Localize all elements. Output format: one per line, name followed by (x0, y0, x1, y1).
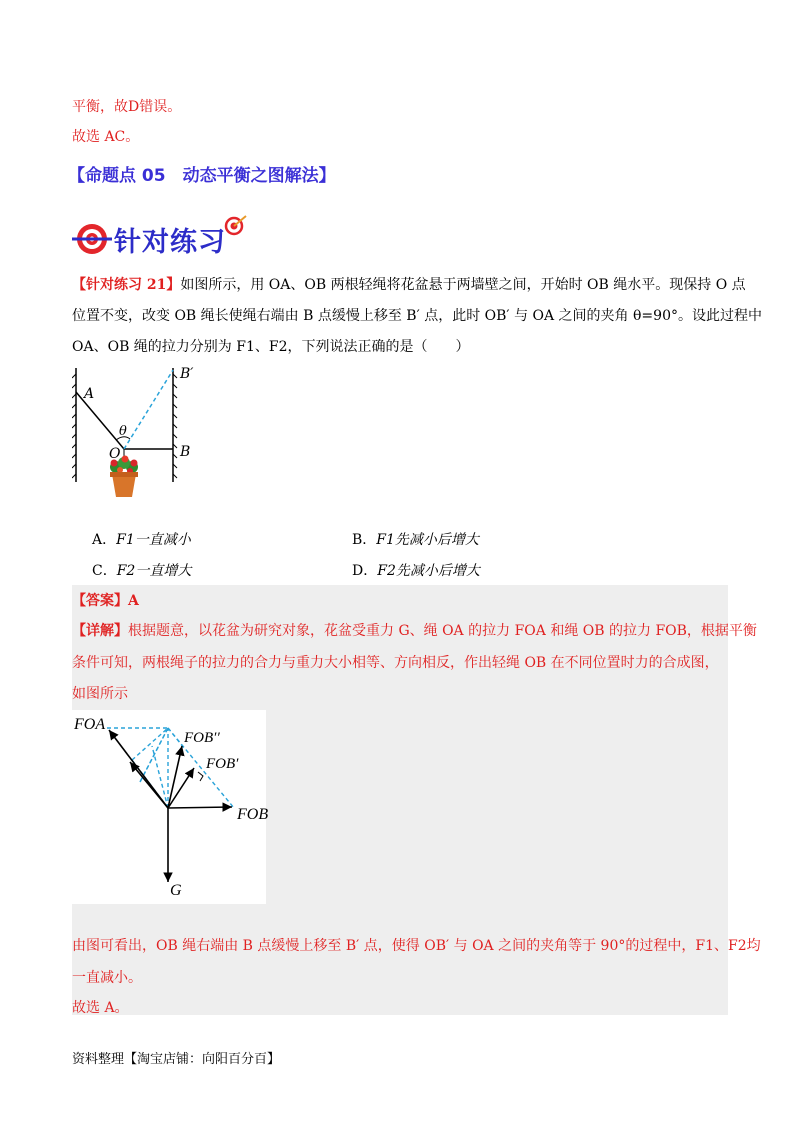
option-A[interactable]: A．F1一直减小 (92, 532, 191, 548)
label-O: O (109, 446, 121, 462)
option-C[interactable]: C．F2一直增大 (92, 563, 192, 579)
question-line-2: 位置不变，改变 OB 绳长使绳右端由 B 点缓慢上移至 B′ 点，此时 OB′ 与 OA 之间的夹角 θ=90°。设此过程中 (72, 308, 762, 324)
label-FOB: FOB (237, 806, 269, 823)
detail-line-2: 条件可知，两根绳子的拉力的合力与重力大小相等、方向相反，作出轻绳 OB 在不同位置时力的合成图， (72, 655, 719, 671)
force-diagram (72, 710, 269, 904)
answer-tag: 【答案】 (72, 593, 128, 609)
figure-walls-ropes (72, 364, 202, 504)
label-FOA: FOA (74, 716, 106, 733)
label-G: G (170, 882, 182, 899)
question-tag: 【针对练习 21】 (72, 277, 181, 293)
label-theta: θ (119, 424, 127, 439)
detail-tag: 【详解】 (72, 623, 128, 639)
question-line-1 (72, 275, 746, 295)
label-FOBpp: FOB′′ (184, 730, 220, 746)
answer-line (72, 591, 139, 611)
top-line-1: 平衡，故D错误。 (72, 99, 182, 115)
detail-line-3: 如图所示 (72, 686, 128, 702)
option-B[interactable]: B．F1先减小后增大 (352, 532, 479, 548)
banner-text: 针对练习 (114, 227, 226, 258)
top-line-2: 故选 AC。 (72, 129, 140, 145)
label-Bp: B′ (180, 366, 194, 382)
section-title: 【命题点 05 动态平衡之图解法】 (68, 166, 336, 186)
question-text-1: 如图所示，用 OA、OB 两根轻绳将花盆悬于两墙壁之间，开始时 OB 绳水平。现保持 O 点 (180, 277, 746, 293)
label-A: A (84, 386, 95, 402)
option-D[interactable]: D．F2先减小后增大 (352, 563, 480, 579)
detail-line-1 (72, 621, 757, 641)
conclusion-line-2: 一直减小。 (72, 970, 142, 986)
practice-banner (72, 214, 262, 264)
conclusion-line-1: 由图可看出，OB 绳右端由 B 点缓慢上移至 B′ 点，使得 OB′ 与 OA 之间的夹角等于 90°的过程中，F1、F2均 (72, 938, 761, 954)
detail-text-1: 根据题意，以花盆为研究对象，花盆受重力 G、绳 OA 的拉力 FOA 和绳 OB 的拉力 FOB，根据平衡 (128, 623, 757, 639)
answer-value: A (128, 593, 139, 609)
conclusion-line-3: 故选 A。 (72, 1000, 129, 1016)
question-line-3: OA、OB 绳的拉力分别为 F1、F2，下列说法正确的是（ ） (72, 339, 470, 355)
footer-text: 资料整理【淘宝店铺：向阳百分百】 (72, 1052, 281, 1067)
label-FOBp: FOB′ (206, 756, 239, 772)
label-B: B (180, 444, 191, 460)
